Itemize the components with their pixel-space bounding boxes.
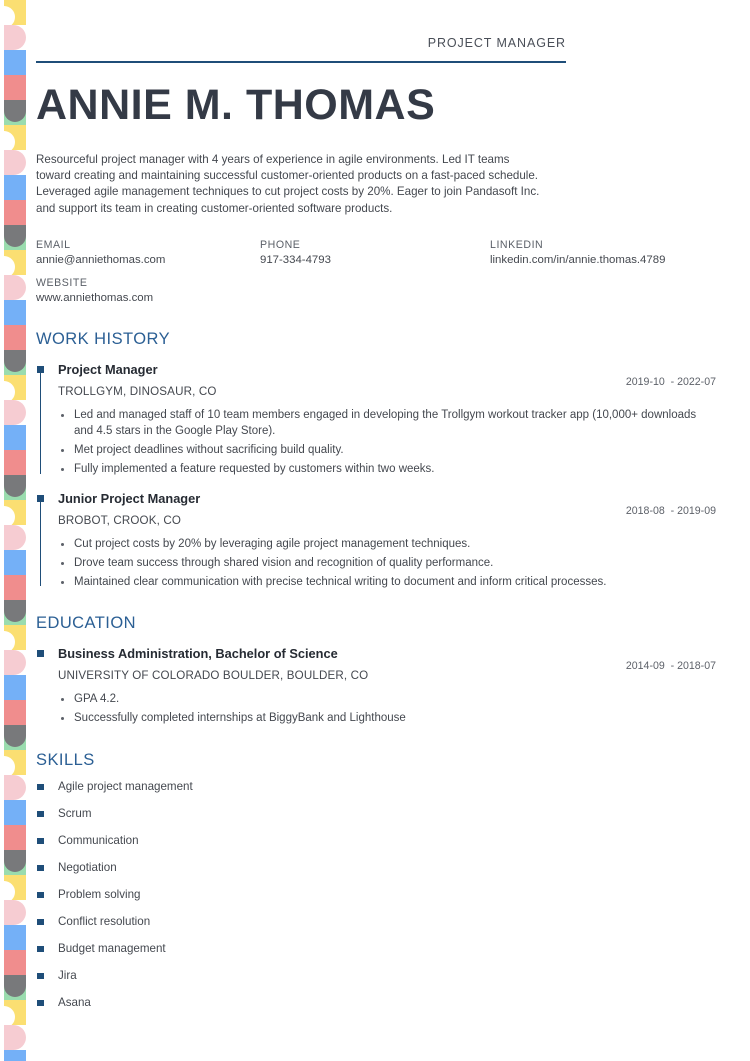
contact-value[interactable]: annie@anniethomas.com [36, 253, 166, 266]
professional-summary [36, 152, 596, 217]
contact-value[interactable]: linkedin.com/in/annie.thomas.4789 [490, 253, 666, 266]
skills-list [36, 780, 718, 1009]
decor-block-fill [4, 900, 26, 925]
summary-line: Leveraged agile management techniques to cut project costs by 20%. Eager to join Pandasoft Inc. [36, 185, 540, 199]
decor-block-yellow [4, 0, 26, 25]
skill-bullet-marker [37, 1000, 44, 1007]
work-history-section [36, 330, 718, 591]
skill-label: Problem solving [58, 887, 141, 901]
decor-block-blue [4, 800, 26, 825]
decor-block-yellow [4, 625, 26, 650]
skill-label: Conflict resolution [58, 914, 151, 928]
skill-item [36, 996, 718, 1009]
decor-block-pink [4, 775, 26, 800]
decor-block-fill [4, 200, 26, 225]
decor-block-fill [4, 50, 26, 75]
skill-item [36, 807, 718, 820]
list-item: Fully implemented a feature requested by customers within two weeks. [58, 461, 718, 478]
skill-label: Scrum [58, 806, 92, 820]
contact-value[interactable]: 917-334-4793 [260, 253, 331, 266]
decor-block-accent [4, 975, 26, 997]
summary-line: toward creating and maintaining successful customer-oriented products on a fast-paced schedule. [36, 169, 539, 183]
skill-label: Negotiation [58, 860, 117, 874]
decor-block-yellow [4, 1000, 26, 1025]
decor-block-pink [4, 1025, 26, 1050]
decor-block-fill [4, 400, 26, 425]
decor-block-fill [4, 575, 26, 600]
decor-block-salmon [4, 200, 26, 225]
skill-bullet-marker [37, 784, 44, 791]
skill-bullet-marker [37, 865, 44, 872]
decor-block-fill [4, 325, 26, 350]
decor-block-green [4, 100, 26, 125]
decor-block-fill [4, 25, 26, 50]
decor-block-yellow [4, 250, 26, 275]
contact-label: PHONE [260, 238, 301, 251]
list-item: Met project deadlines without sacrificing build quality. [58, 442, 718, 459]
contact-label: LINKEDIN [490, 238, 544, 251]
skill-item [36, 834, 718, 847]
decor-block-pink [4, 900, 26, 925]
resume-content [36, 0, 718, 1061]
education-entry [36, 646, 718, 727]
skill-bullet-marker [37, 973, 44, 980]
work-entry [36, 362, 718, 478]
decor-block-fill [4, 550, 26, 575]
decor-block-fill [4, 525, 26, 550]
section-heading-work-history: WORK HISTORY [36, 329, 171, 348]
decor-block-fill [4, 775, 26, 800]
entry-bullet-marker [37, 495, 44, 502]
decor-block-fill [4, 700, 26, 725]
decor-block-fill [4, 925, 26, 950]
summary-line: and support its team in creating customer-oriented software products. [36, 201, 393, 215]
education-bullet-list [58, 691, 718, 727]
work-date-range: 2018-08 - 2019-09 [625, 504, 716, 517]
decor-block-green [4, 975, 26, 1000]
education-organization: UNIVERSITY OF COLORADO BOULDER, BOULDER, CO [58, 669, 369, 683]
decor-block-fill [4, 675, 26, 700]
entry-title-block [58, 362, 217, 398]
entry-bullet-marker [37, 366, 44, 373]
contact-item-email [36, 239, 260, 266]
list-item: Drove team success through shared vision and recognition of quality performance. [58, 555, 718, 572]
decor-block-blue [4, 550, 26, 575]
decor-block-green [4, 850, 26, 875]
education-date-range: 2014-09 - 2018-07 [625, 660, 716, 673]
decor-block-fill [4, 75, 26, 100]
job-role-title: PROJECT MANAGER [427, 36, 566, 50]
decor-block-blue [4, 175, 26, 200]
decorative-side-strip [4, 0, 26, 1061]
decor-block-green [4, 725, 26, 750]
list-item: Maintained clear communication with precise technical writing to document and inform critical processes. [58, 574, 718, 591]
decor-block-pink [4, 400, 26, 425]
skill-item [36, 915, 718, 928]
contact-item-linkedin [490, 239, 718, 266]
decor-block-salmon [4, 950, 26, 975]
decor-block-blue [4, 425, 26, 450]
decor-block-accent [4, 475, 26, 497]
decor-block-yellow [4, 125, 26, 150]
skill-label: Jira [58, 968, 77, 982]
decor-block-pink [4, 650, 26, 675]
decor-block-salmon [4, 575, 26, 600]
decor-block-accent [4, 850, 26, 872]
decor-block-fill [4, 150, 26, 175]
list-item: GPA 4.2. [58, 691, 718, 708]
decor-block-yellow [4, 875, 26, 900]
entry-title-block [58, 646, 368, 682]
decor-block-pink [4, 150, 26, 175]
decor-block-fill [4, 650, 26, 675]
decor-block-salmon [4, 450, 26, 475]
decor-block-pink [4, 275, 26, 300]
contact-item-phone [260, 239, 490, 266]
skills-section [36, 751, 718, 1009]
decor-block-fill [4, 1050, 26, 1061]
decor-block-yellow [4, 750, 26, 775]
list-item: Cut project costs by 20% by leveraging agile project management techniques. [58, 536, 718, 553]
work-bullet-list [58, 407, 718, 478]
decor-block-salmon [4, 75, 26, 100]
decor-block-yellow [4, 375, 26, 400]
contact-item-website [36, 277, 260, 304]
entry-header [58, 491, 718, 527]
education-entry-list [36, 646, 718, 727]
entry-header [58, 646, 718, 682]
decor-block-green [4, 475, 26, 500]
decor-block-fill [4, 175, 26, 200]
decor-block-fill [4, 800, 26, 825]
skill-bullet-marker [37, 892, 44, 899]
decor-block-green [4, 225, 26, 250]
decor-block-accent [4, 600, 26, 622]
decor-block-blue [4, 300, 26, 325]
decor-block-fill [4, 275, 26, 300]
skill-item [36, 969, 718, 982]
decor-block-fill [4, 950, 26, 975]
skill-bullet-marker [37, 919, 44, 926]
decor-block-pink [4, 25, 26, 50]
decor-block-pink [4, 525, 26, 550]
contact-value[interactable]: www.anniethomas.com [36, 291, 154, 304]
decor-block-blue [4, 50, 26, 75]
skill-label: Agile project management [58, 779, 193, 793]
skill-bullet-marker [37, 946, 44, 953]
work-entry [36, 491, 718, 591]
work-title: Junior Project Manager [58, 490, 201, 506]
entry-timeline-rail [40, 373, 41, 474]
decor-block-salmon [4, 825, 26, 850]
decor-block-blue [4, 925, 26, 950]
work-date-range: 2019-10 - 2022-07 [625, 375, 716, 388]
decor-block-accent [4, 350, 26, 372]
decor-block-salmon [4, 325, 26, 350]
decor-block-fill [4, 425, 26, 450]
decor-block-salmon [4, 700, 26, 725]
list-item: Successfully completed internships at BiggyBank and Lighthouse [58, 710, 718, 727]
entry-header [58, 362, 718, 398]
skill-bullet-marker [37, 838, 44, 845]
decor-block-green [4, 600, 26, 625]
skill-item [36, 780, 718, 793]
skill-bullet-marker [37, 811, 44, 818]
skill-label: Communication [58, 833, 139, 847]
skill-label: Budget management [58, 941, 166, 955]
entry-bullet-marker [37, 650, 44, 657]
decor-block-green [4, 350, 26, 375]
education-section [36, 614, 718, 727]
work-title: Project Manager [58, 361, 158, 377]
list-item: Led and managed staff of 10 team members engaged in developing the Trollgym workout tracker app (10,000+ downloads and 4.5 stars in the Google Play Store). [58, 407, 718, 440]
decor-block-yellow [4, 500, 26, 525]
candidate-name: ANNIE M. THOMAS [36, 81, 436, 129]
entry-title-block [58, 491, 200, 527]
decor-block-accent [4, 100, 26, 122]
decor-block-blue [4, 1050, 26, 1061]
section-heading-education: EDUCATION [36, 614, 136, 633]
education-title: Business Administration, Bachelor of Science [58, 646, 338, 662]
skill-item [36, 861, 718, 874]
work-organization: BROBOT, CROOK, CO [58, 513, 182, 527]
contact-label: WEBSITE [36, 276, 88, 289]
work-bullet-list [58, 536, 718, 591]
skill-label: Asana [58, 995, 91, 1009]
header-divider [36, 61, 566, 63]
decor-block-fill [4, 825, 26, 850]
contact-label: EMAIL [36, 238, 71, 251]
summary-line: Resourceful project manager with 4 years of experience in agile environments. Led IT teams [36, 153, 510, 166]
skill-item [36, 888, 718, 901]
decor-block-fill [4, 1025, 26, 1050]
decor-block-blue [4, 675, 26, 700]
decor-block-fill [4, 450, 26, 475]
skill-item [36, 942, 718, 955]
contact-details [36, 239, 718, 304]
work-entry-list [36, 362, 718, 591]
section-heading-skills: SKILLS [36, 750, 95, 769]
decor-block-accent [4, 225, 26, 247]
decor-block-fill [4, 300, 26, 325]
work-organization: TROLLGYM, DINOSAUR, CO [58, 384, 217, 398]
decor-block-accent [4, 725, 26, 747]
entry-timeline-rail [40, 502, 41, 587]
